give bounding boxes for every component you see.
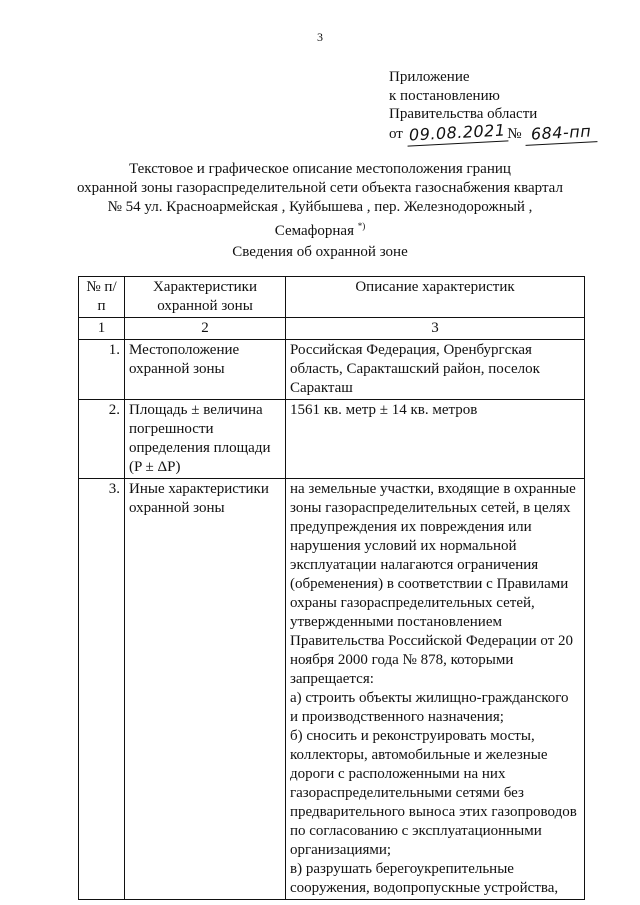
header-characteristic: Характеристики охранной зоны: [125, 277, 286, 318]
appendix-line-2: к постановлению: [389, 87, 500, 104]
table-row: [79, 479, 585, 900]
section-subtitle: Сведения об охранной зоне: [232, 244, 408, 260]
footnote-mark: *): [357, 221, 366, 231]
restriction-item-a: а) строить объекты жилищно-гражданского и производственного назначения;: [290, 690, 569, 725]
index-cell-2: 2: [125, 318, 286, 340]
handwritten-date: 09.08.2021: [406, 121, 507, 146]
date-prefix: от: [389, 125, 403, 142]
row-characteristic: Площадь ± величина погрешности определения площади (P ± ΔP): [125, 400, 286, 479]
title-line-2: охранной зоны газораспределительной сети объекта газоснабжения квартал: [77, 180, 563, 196]
table-index-row: [79, 318, 585, 340]
number-prefix: №: [507, 125, 522, 142]
appendix-date-line: [389, 119, 598, 145]
header-num: № п/п: [79, 277, 125, 318]
index-cell-1: 1: [79, 318, 125, 340]
row-description: [286, 479, 585, 900]
row-characteristic: Местоположение охранной зоны: [125, 340, 286, 400]
row-description: 1561 кв. метр ± 14 кв. метров: [286, 400, 585, 479]
description-text: на земельные участки, входящие в охранные зоны газораспределительных сетей, в целях предупреждения их повреждения или нарушения условий их нормальной эксплуатации налагаются ограничения (обременения) в соответствии с Правилами охраны газораспределительных сетей, утвержденными постановлением Правительства Российской Федерации от 20 ноября 2000 года № 878, которыми запрещается:: [290, 481, 576, 687]
row-description: Российская Федерация, Оренбургская область, Саракташский район, поселок Саракташ: [286, 340, 585, 400]
row-characteristic: Иные характеристики охранной зоны: [125, 479, 286, 900]
row-number: 2.: [79, 400, 125, 479]
restriction-item-b: б) сносить и реконструировать мосты, коллекторы, автомобильные и железные дороги с расположенными на них газораспределительными сетями без предварительного выноса этих газопроводов по согласованию с эксплуатационными организациями;: [290, 728, 577, 858]
restriction-item-c: в) разрушать берегоукрепительные сооружения, водопропускные устройства,: [290, 861, 559, 896]
title-line-3: № 54 ул. Красноармейская , Куйбышева , пер. Железнодорожный ,: [107, 199, 533, 215]
document-title: [60, 160, 580, 241]
handwritten-number: 684-пп: [525, 122, 598, 145]
table-row: [79, 340, 585, 400]
title-line-4: [60, 217, 580, 241]
appendix-block: [389, 68, 598, 143]
title-line-1: Текстовое и графическое описание местоположения границ: [129, 161, 511, 177]
appendix-line-1: Приложение: [389, 69, 470, 85]
page-number: 3: [317, 30, 323, 44]
header-description: Описание характеристик: [286, 277, 585, 318]
row-number: 1.: [79, 340, 125, 400]
index-cell-3: 3: [286, 318, 585, 340]
appendix-line-3: Правительства области: [389, 106, 538, 122]
table-header-row: [79, 277, 585, 318]
table-row: [79, 400, 585, 479]
zone-table: [78, 276, 585, 900]
title-line-4-text: Семафорная: [274, 223, 354, 239]
row-number: 3.: [79, 479, 125, 900]
